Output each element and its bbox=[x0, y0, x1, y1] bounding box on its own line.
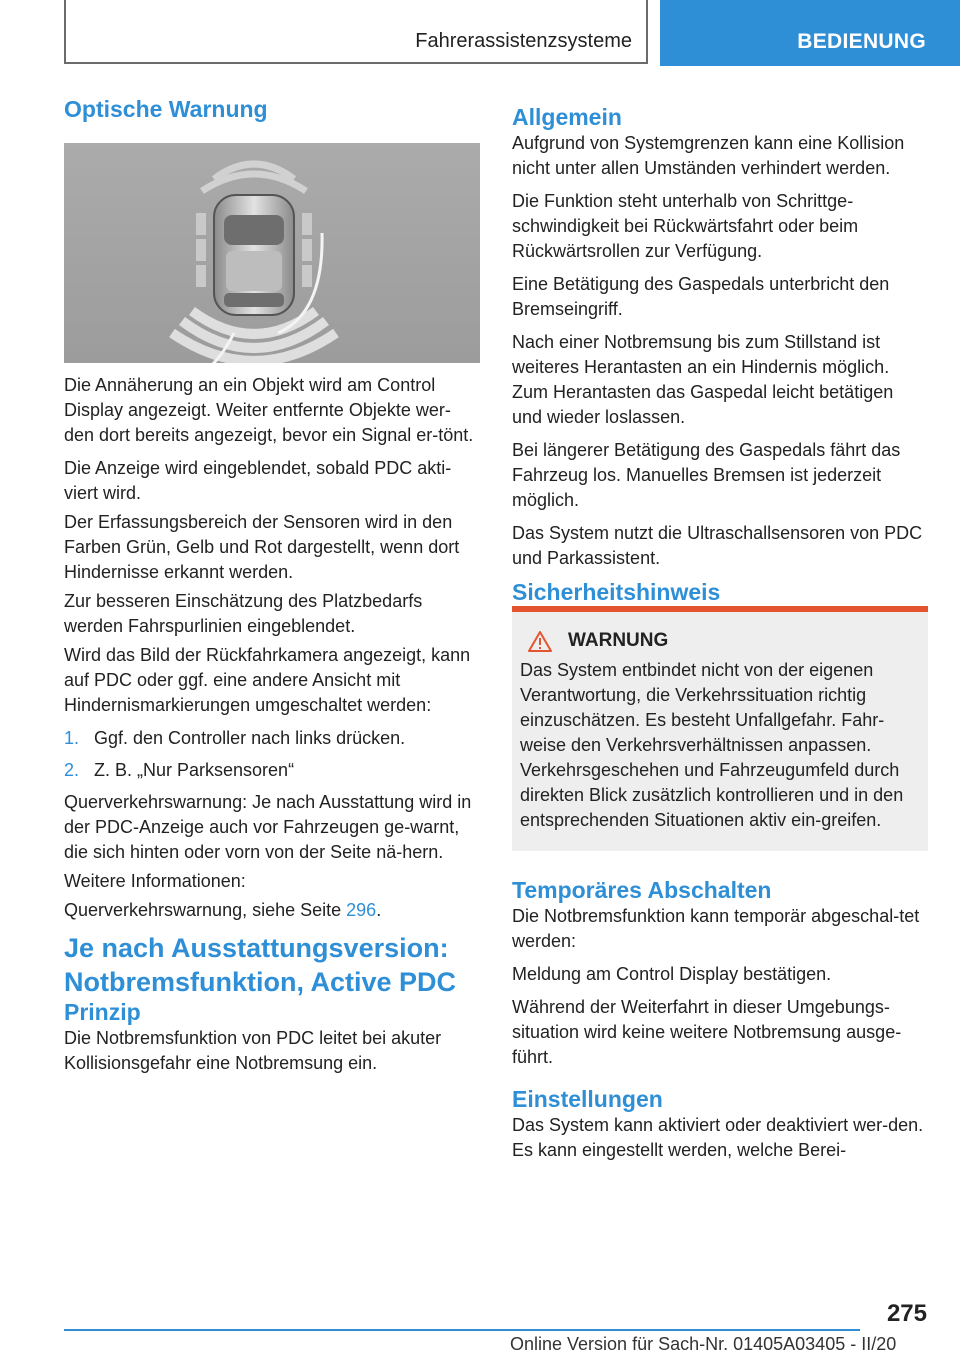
step-number: 1. bbox=[64, 728, 80, 748]
pdc-car-illustration bbox=[64, 143, 480, 363]
paragraph: Bei längerer Betätigung des Gaspedals fährt das Fahrzeug los. Manuelles Bremsen ist jederzeit möglich. bbox=[512, 440, 901, 510]
paragraph: Zur besseren Einschätzung des Platzbedarfs werden Fahrspurlinien eingeblendet. bbox=[64, 591, 423, 636]
heading-sicherheitshinweis: Sicherheitshinweis bbox=[512, 579, 721, 605]
footer-rule bbox=[64, 1329, 860, 1331]
section-title: Fahrerassistenzsysteme bbox=[415, 30, 632, 52]
paragraph: Der Erfassungsbereich der Sensoren wird in den Farben Grün, Gelb und Rot dargestellt, wenn dort Hindernisse erkannt werden. bbox=[64, 512, 460, 582]
heading-einstellungen: Einstellungen bbox=[512, 1086, 663, 1112]
page-link[interactable]: 296 bbox=[346, 900, 377, 920]
heading-optische-warnung: Optische Warnung bbox=[64, 96, 268, 122]
step-number: 2. bbox=[64, 760, 80, 780]
paragraph: Die Funktion steht unterhalb von Schrittge-schwindigkeit bei Rückwärtsfahrt oder beim Rückwärtsrollen zur Verfügung. bbox=[512, 191, 859, 261]
warning-box bbox=[512, 606, 928, 851]
list-item bbox=[64, 758, 480, 783]
chapter-title: BEDIENUNG bbox=[797, 30, 926, 53]
heading-prinzip: Prinzip bbox=[64, 999, 141, 1025]
warning-text: Das System entbindet nicht von der eigenen Verantwortung, die Verkehrssituation richtig einzuschätzen. Es besteht Unfallgefahr. Fahr-weise den Verkehrsverhältnissen anpassen. Verkehrsgeschehen und Fahrzeugumfeld durch direkten Blick zusätzlich kontrollieren und in den entsprechenden Situationen aktiv ein-greifen. bbox=[520, 660, 904, 830]
paragraph: Das System kann aktiviert oder deaktiviert wer-den. Es kann eingestellt werden, welche Berei- bbox=[512, 1115, 924, 1160]
chapter-box bbox=[660, 0, 960, 66]
paragraph: Das System nutzt die Ultraschallsensoren von PDC und Parkassistent. bbox=[512, 523, 923, 568]
warning-title: WARNUNG bbox=[568, 630, 669, 651]
paragraph: Die Annäherung an ein Objekt wird am Control Display angezeigt. Weiter entfernte Objekte wer-den dort bereits angezeigt, bevor ein Signal er-tönt. bbox=[64, 375, 474, 445]
page-header bbox=[0, 0, 960, 66]
page-number: 275 bbox=[886, 1300, 927, 1327]
step-text: Ggf. den Controller nach links drücken. bbox=[94, 728, 406, 748]
paragraph: Weitere Informationen: bbox=[64, 871, 246, 891]
paragraph: Meldung am Control Display bestätigen. bbox=[512, 964, 832, 984]
step-text: Z. B. „Nur Parksensoren“ bbox=[94, 760, 295, 780]
paragraph: Querverkehrswarnung: Je nach Ausstattung wird in der PDC-Anzeige auch vor Fahrzeugen ge-warnt, die sich hinten oder vorn von der Seite nä-hern. bbox=[64, 792, 472, 862]
paragraph: Die Anzeige wird eingeblendet, sobald PDC akti-viert wird. bbox=[64, 458, 452, 503]
paragraph: Die Notbremsfunktion kann temporär abgeschal-tet werden: bbox=[512, 906, 920, 951]
section-box bbox=[64, 0, 648, 64]
paragraph-crossref bbox=[64, 898, 480, 923]
heading-temporaeres-abschalten: Temporäres Abschalten bbox=[512, 877, 772, 903]
paragraph: Wird das Bild der Rückfahrkamera angezeigt, kann auf PDC oder ggf. eine andere Ansicht mit Hindernismarkierungen umgeschaltet werden: bbox=[64, 645, 471, 715]
right-column bbox=[512, 96, 928, 1171]
heading-notbremsfunktion: Je nach Ausstattungsversion: Notbremsfunktion, Active PDC bbox=[64, 933, 457, 997]
paragraph: Eine Betätigung des Gaspedals unterbricht den Bremseingriff. bbox=[512, 274, 890, 319]
footer-online-version: Online Version für Sach-Nr. 01405A03405 - II/20 bbox=[510, 1334, 897, 1354]
crossref-end: . bbox=[376, 900, 382, 920]
warning-title-row bbox=[520, 630, 920, 652]
steps-list bbox=[64, 726, 480, 783]
crossref-text: Querverkehrswarnung, siehe Seite bbox=[64, 900, 347, 920]
paragraph: Aufgrund von Systemgrenzen kann eine Kollision nicht unter allen Umständen verhindert werden. bbox=[512, 133, 905, 178]
paragraph: Die Notbremsfunktion von PDC leitet bei akuter Kollisionsgefahr eine Notbremsung ein. bbox=[64, 1028, 442, 1073]
paragraph: Während der Weiterfahrt in dieser Umgebungs-situation wird keine weitere Notbremsung ausge-führt. bbox=[512, 997, 902, 1067]
heading-allgemein: Allgemein bbox=[512, 104, 622, 130]
paragraph: Nach einer Notbremsung bis zum Stillstand ist weiteres Herantasten an ein Hindernis möglich. Zum Herantasten das Gaspedal leicht betätigen und wieder loslassen. bbox=[512, 332, 894, 427]
left-column bbox=[64, 96, 480, 1084]
pdc-display-image bbox=[64, 143, 480, 363]
list-item bbox=[64, 726, 480, 751]
warning-triangle-icon bbox=[528, 630, 552, 652]
